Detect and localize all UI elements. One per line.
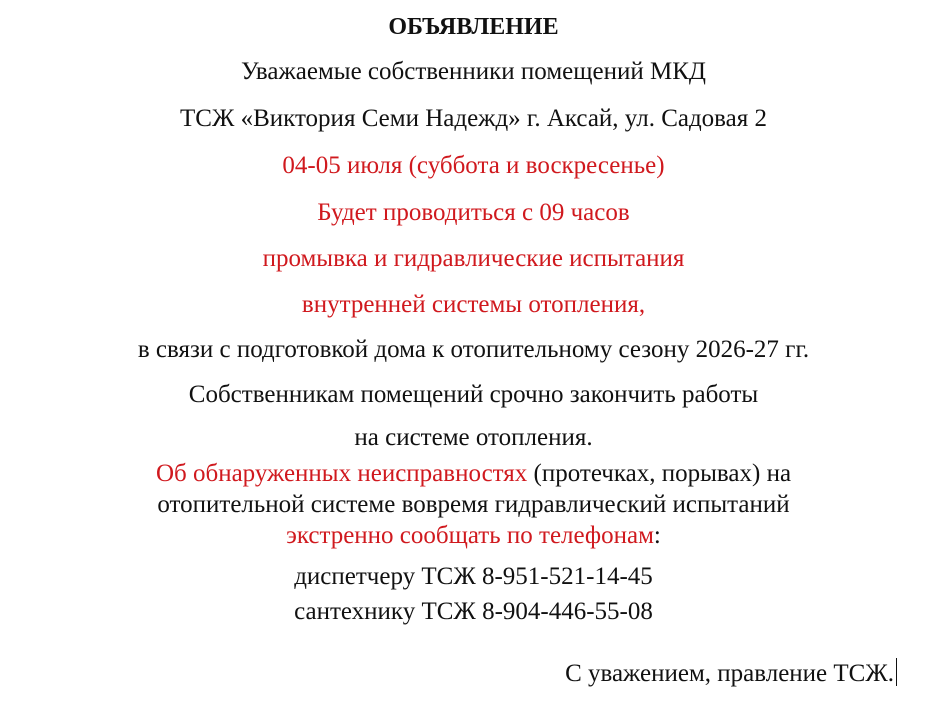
reason-line: в связи с подготовкой дома к отопительному сезону 2026-27 гг. <box>137 336 810 363</box>
report-black-text-2: : <box>653 522 661 549</box>
signature-line <box>565 658 897 689</box>
report-line-1 <box>0 459 947 489</box>
instruction-line-2: на системе отопления. <box>354 424 593 451</box>
announcement-title: ОБЪЯВЛЕНИЕ <box>388 14 559 40</box>
signature-text: С уважением, правление ТСЖ. <box>565 660 894 687</box>
text-cursor <box>896 658 897 686</box>
plumber-contact: сантехнику ТСЖ 8-904-446-55-08 <box>294 598 653 625</box>
report-line-2: отопительной системе вовремя гидравлический испытаний <box>157 491 790 518</box>
dates-line: 04-05 июля (суббота и воскресенье) <box>282 152 665 179</box>
work-line-2: внутренней системы отопления, <box>301 291 646 318</box>
work-line-1: промывка и гидравлические испытания <box>262 245 685 272</box>
report-black-text-1: (протечках, порывах) на <box>527 460 792 487</box>
organization-line: ТСЖ «Виктория Семи Надежд» г. Аксай, ул. Садовая 2 <box>180 105 767 132</box>
start-time-line: Будет проводиться с 09 часов <box>317 199 630 226</box>
greeting-line: Уважаемые собственники помещений МКД <box>241 58 706 85</box>
instruction-line-1: Собственникам помещений срочно закончить работы <box>188 381 759 408</box>
report-red-text-2: экстренно сообщать по телефонам <box>286 522 654 549</box>
report-red-text-1: Об обнаруженных неисправностях <box>155 460 528 487</box>
report-line-3 <box>0 521 947 551</box>
dispatcher-contact: диспетчеру ТСЖ 8-951-521-14-45 <box>294 563 653 590</box>
